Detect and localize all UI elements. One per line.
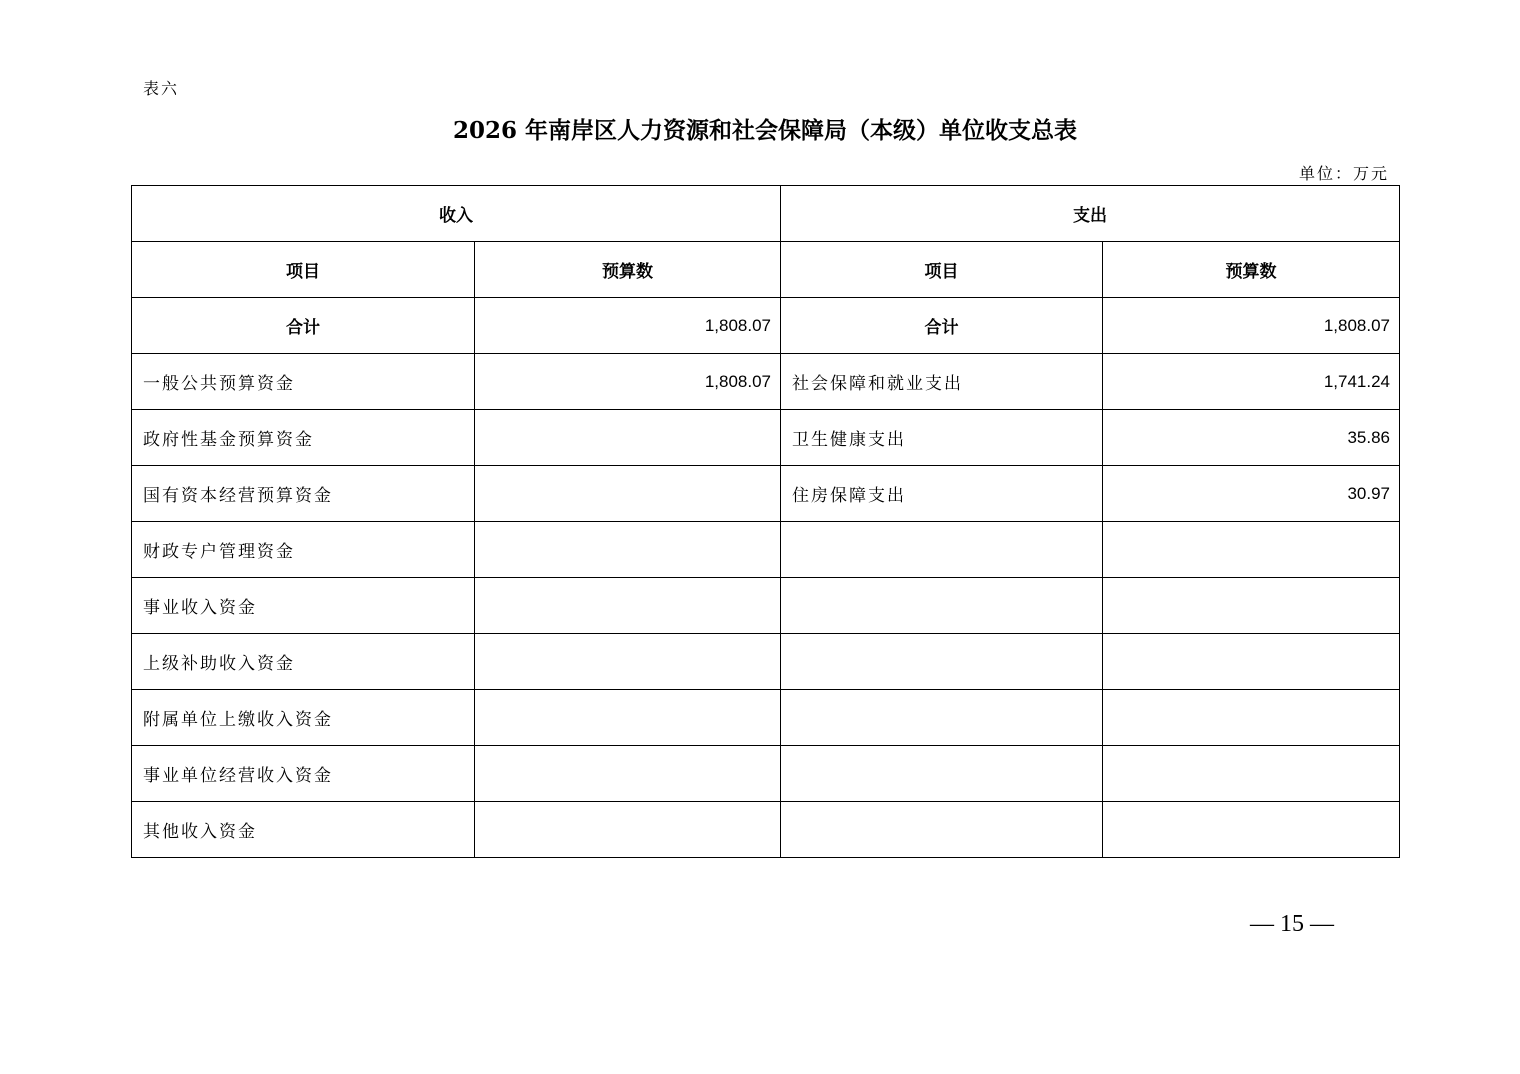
table-row (132, 410, 1400, 466)
expense-value (1103, 690, 1400, 746)
income-item: 国有资本经营预算资金 (132, 466, 475, 522)
income-value (475, 466, 781, 522)
income-item: 财政专户管理资金 (132, 522, 475, 578)
income-item: 事业单位经营收入资金 (132, 746, 475, 802)
table-row (132, 746, 1400, 802)
income-item: 事业收入资金 (132, 578, 475, 634)
expense-value (1103, 522, 1400, 578)
expense-value (1103, 746, 1400, 802)
expense-item (781, 634, 1103, 690)
table-row (132, 354, 1400, 410)
column-header-row (132, 242, 1400, 298)
table-row (132, 690, 1400, 746)
income-value (475, 522, 781, 578)
income-item: 附属单位上缴收入资金 (132, 690, 475, 746)
page-number: — 15 — (1250, 911, 1334, 937)
expense-value: 30.97 (1103, 466, 1400, 522)
expense-item: 卫生健康支出 (781, 410, 1103, 466)
group-header-row (132, 186, 1400, 242)
budget-table (131, 185, 1400, 858)
expense-value (1103, 578, 1400, 634)
income-total-label: 合计 (132, 298, 475, 354)
expense-total-label: 合计 (781, 298, 1103, 354)
expense-item-header: 项目 (781, 242, 1103, 298)
income-total-value: 1,808.07 (475, 298, 781, 354)
table-row (132, 522, 1400, 578)
income-value (475, 410, 781, 466)
expense-item (781, 690, 1103, 746)
income-item: 上级补助收入资金 (132, 634, 475, 690)
income-value (475, 746, 781, 802)
expense-value: 1,741.24 (1103, 354, 1400, 410)
income-value (475, 690, 781, 746)
expense-item: 社会保障和就业支出 (781, 354, 1103, 410)
income-item-header: 项目 (132, 242, 475, 298)
expense-item (781, 578, 1103, 634)
total-row (132, 298, 1400, 354)
page-title: 2026 年南岸区人力资源和社会保障局（本级）单位收支总表 (452, 117, 1078, 144)
expense-total-value: 1,808.07 (1103, 298, 1400, 354)
expense-header: 支出 (781, 186, 1400, 242)
expense-item: 住房保障支出 (781, 466, 1103, 522)
income-value (475, 634, 781, 690)
expense-value (1103, 802, 1400, 858)
expense-budget-header: 预算数 (1103, 242, 1400, 298)
income-value: 1,808.07 (475, 354, 781, 410)
expense-value: 35.86 (1103, 410, 1400, 466)
unit-label: 单位：万元 (1298, 164, 1389, 183)
table-row (132, 578, 1400, 634)
table-row (132, 466, 1400, 522)
expense-item (781, 522, 1103, 578)
income-item: 一般公共预算资金 (132, 354, 475, 410)
table-label: 表六 (143, 79, 180, 98)
expense-item (781, 746, 1103, 802)
expense-value (1103, 634, 1400, 690)
income-value (475, 802, 781, 858)
income-value (475, 578, 781, 634)
expense-item (781, 802, 1103, 858)
table-row (132, 634, 1400, 690)
income-item: 其他收入资金 (132, 802, 475, 858)
table-row (132, 802, 1400, 858)
income-header: 收入 (132, 186, 781, 242)
income-item: 政府性基金预算资金 (132, 410, 475, 466)
income-budget-header: 预算数 (475, 242, 781, 298)
